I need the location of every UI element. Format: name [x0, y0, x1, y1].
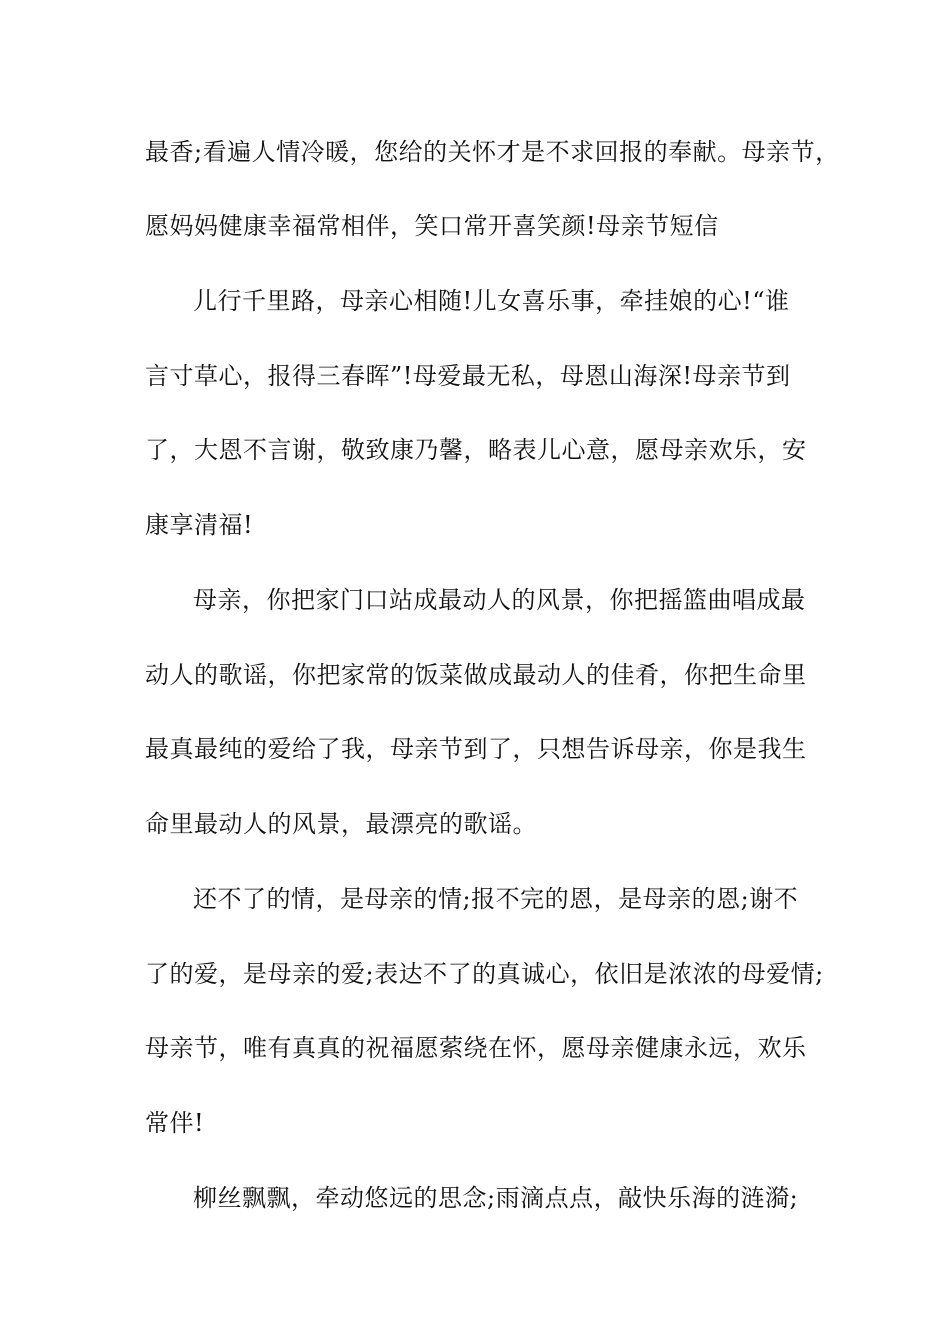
text-line: 动人的歌谣，你把家常的饭菜做成最动人的佳肴，你把生命里: [145, 661, 807, 689]
text-line: 最真最纯的爱给了我，母亲节到了，只想告诉母亲，你是我生: [145, 735, 807, 763]
text-line: 还不了的情，是母亲的情;报不完的恩，是母亲的恩;谢不: [193, 885, 799, 913]
text-line: 了，大恩不言谢，敬致康乃馨，略表儿心意，愿母亲欢乐，安: [145, 436, 807, 464]
text-line: 最香;看遍人情冷暖，您给的关怀才是不求回报的奉献。母亲节，: [145, 138, 840, 166]
text-line: 康享清福!: [145, 511, 254, 539]
text-line: 命里最动人的风景，最漂亮的歌谣。: [145, 810, 537, 838]
text-line: 柳丝飘飘，牵动悠远的思念;雨滴点点，敲快乐海的涟漪;: [193, 1184, 799, 1212]
text-line: 母亲，你把家门口站成最动人的风景，你把摇篮曲唱成最: [193, 586, 806, 614]
text-line: 常伴!: [145, 1109, 205, 1137]
text-line: 儿行千里路，母亲心相随!儿女喜乐事，牵挂娘的心!“谁: [193, 287, 790, 315]
text-line: 了的爱，是母亲的爱;表达不了的真诚心，依旧是浓浓的母爱情;: [145, 960, 824, 988]
text-line: 母亲节，唯有真真的祝福愿萦绕在怀，愿母亲健康永远，欢乐: [145, 1034, 807, 1062]
text-line: 愿妈妈健康幸福常相伴，笑口常开喜笑颜!母亲节短信: [145, 212, 719, 240]
text-line: 言寸草心，报得三春晖”!母爱最无私，母恩山海深!母亲节到: [145, 362, 791, 390]
